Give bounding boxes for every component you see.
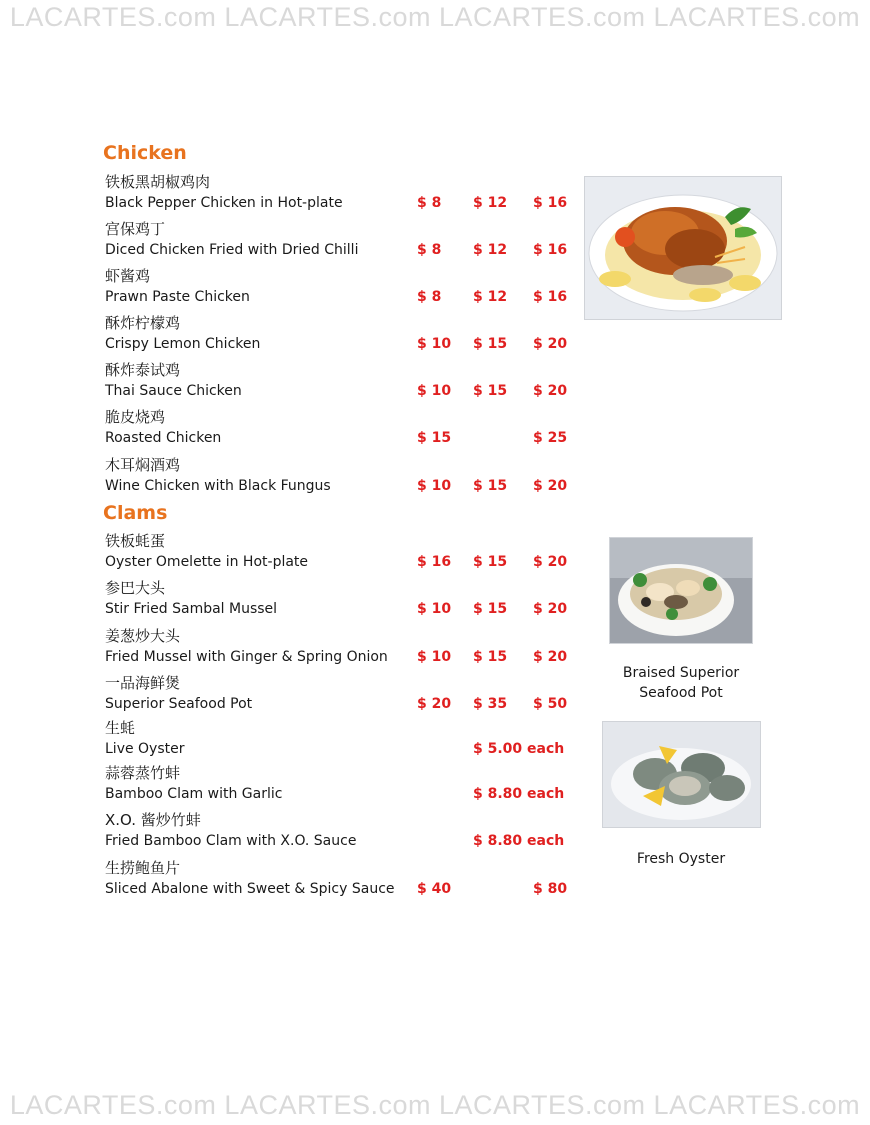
seafood-pot-caption: Braised Superior Seafood Pot bbox=[622, 665, 740, 701]
menu-item bbox=[0, 577, 600, 624]
item-chinese-name: 蒜蓉蒸竹蚌 bbox=[105, 764, 181, 782]
price-small: $ 20 bbox=[417, 696, 452, 712]
seafood-pot-photo bbox=[609, 537, 753, 644]
price-small: $ 8 bbox=[417, 242, 442, 258]
menu-item bbox=[0, 717, 600, 764]
price-small: $ 10 bbox=[417, 336, 452, 352]
price-medium: $ 15 bbox=[473, 649, 508, 665]
section-title-clams: Clams bbox=[103, 502, 168, 524]
item-english-name: Stir Fried Sambal Mussel bbox=[105, 601, 278, 617]
price-large: $ 50 bbox=[533, 696, 568, 712]
menu-item bbox=[0, 406, 600, 453]
price-large: $ 20 bbox=[533, 554, 568, 570]
chicken-dish-photo bbox=[584, 176, 782, 320]
price-small: $ 40 bbox=[417, 881, 452, 897]
menu-item bbox=[0, 672, 600, 719]
price-medium: $ 12 bbox=[473, 195, 508, 211]
watermark-bottom: LACARTES.com LACARTES.com LACARTES.com LACARTES.com bbox=[9, 1090, 861, 1120]
price-small: $ 16 bbox=[417, 554, 452, 570]
menu-item bbox=[0, 312, 600, 359]
price-large: $ 25 bbox=[533, 430, 568, 446]
item-chinese-name: 姜葱炒大头 bbox=[105, 627, 181, 645]
item-chinese-name: 参巴大头 bbox=[105, 579, 166, 597]
item-english-name: Roasted Chicken bbox=[105, 430, 222, 446]
item-chinese-name: 木耳焖酒鸡 bbox=[105, 456, 181, 474]
price-small: $ 8 bbox=[417, 195, 442, 211]
menu-item bbox=[0, 265, 600, 312]
menu-item bbox=[0, 171, 600, 218]
item-english-name: Crispy Lemon Chicken bbox=[105, 336, 261, 352]
price-small: $ 15 bbox=[417, 430, 452, 446]
item-chinese-name: 铁板黑胡椒鸡肉 bbox=[105, 173, 211, 191]
price-large: $ 20 bbox=[533, 601, 568, 617]
price-large: $ 20 bbox=[533, 478, 568, 494]
item-chinese-name: 生蚝 bbox=[105, 719, 136, 737]
item-chinese-name: 铁板蚝蛋 bbox=[105, 532, 166, 550]
item-english-name: Diced Chicken Fried with Dried Chilli bbox=[105, 242, 359, 258]
menu-item bbox=[0, 359, 600, 406]
price-medium: $ 35 bbox=[473, 696, 508, 712]
item-english-name: Oyster Omelette in Hot-plate bbox=[105, 554, 309, 570]
item-english-name: Superior Seafood Pot bbox=[105, 696, 253, 712]
price-medium: $ 12 bbox=[473, 242, 508, 258]
item-chinese-name: 生捞鲍鱼片 bbox=[105, 859, 181, 877]
price-medium: $ 15 bbox=[473, 336, 508, 352]
price-small: $ 8 bbox=[417, 289, 442, 305]
item-english-name: Fried Mussel with Ginger & Spring Onion bbox=[105, 649, 388, 665]
price-large: $ 16 bbox=[533, 242, 568, 258]
menu-item bbox=[0, 809, 600, 856]
oyster-photo bbox=[602, 721, 761, 828]
item-english-name: Black Pepper Chicken in Hot-plate bbox=[105, 195, 343, 211]
item-english-name: Thai Sauce Chicken bbox=[105, 383, 242, 399]
price-large: $ 80 bbox=[533, 881, 568, 897]
price-medium: $ 12 bbox=[473, 289, 508, 305]
price-small: $ 10 bbox=[417, 383, 452, 399]
price-medium: $ 15 bbox=[473, 601, 508, 617]
menu-item bbox=[0, 762, 600, 809]
item-english-name: Bamboo Clam with Garlic bbox=[105, 786, 283, 802]
price-large: $ 16 bbox=[533, 195, 568, 211]
menu-item bbox=[0, 454, 600, 501]
watermark-top: LACARTES.com LACARTES.com LACARTES.com LACARTES.com bbox=[9, 2, 861, 32]
item-chinese-name: 虾酱鸡 bbox=[105, 267, 151, 285]
item-english-name: Prawn Paste Chicken bbox=[105, 289, 250, 305]
menu-item bbox=[0, 530, 600, 577]
oyster-caption: Fresh Oyster bbox=[636, 851, 726, 867]
price-medium: $ 15 bbox=[473, 554, 508, 570]
item-english-name: Wine Chicken with Black Fungus bbox=[105, 478, 331, 494]
price-large: $ 20 bbox=[533, 649, 568, 665]
item-english-name: Fried Bamboo Clam with X.O. Sauce bbox=[105, 833, 357, 849]
price-large: $ 20 bbox=[533, 383, 568, 399]
price-large: $ 20 bbox=[533, 336, 568, 352]
price-small: $ 10 bbox=[417, 478, 452, 494]
price-medium: $ 15 bbox=[473, 478, 508, 494]
menu-item bbox=[0, 218, 600, 265]
item-chinese-name: 酥炸泰试鸡 bbox=[105, 361, 181, 379]
price-large: $ 16 bbox=[533, 289, 568, 305]
price-small: $ 10 bbox=[417, 601, 452, 617]
item-chinese-name: 酥炸柠檬鸡 bbox=[105, 314, 181, 332]
price-each: $ 5.00 each bbox=[473, 741, 565, 757]
item-chinese-name: 一品海鲜煲 bbox=[105, 674, 181, 692]
price-each: $ 8.80 each bbox=[473, 833, 565, 849]
section-title-chicken: Chicken bbox=[103, 142, 187, 164]
price-medium: $ 15 bbox=[473, 383, 508, 399]
item-chinese-name: 宫保鸡丁 bbox=[105, 220, 166, 238]
item-english-name: Sliced Abalone with Sweet & Spicy Sauce bbox=[105, 881, 395, 897]
menu-item bbox=[0, 857, 600, 904]
item-chinese-name: 脆皮烧鸡 bbox=[105, 408, 166, 426]
item-chinese-name: X.O. 酱炒竹蚌 bbox=[105, 811, 201, 829]
price-small: $ 10 bbox=[417, 649, 452, 665]
item-english-name: Live Oyster bbox=[105, 741, 185, 757]
menu-item bbox=[0, 625, 600, 672]
price-each: $ 8.80 each bbox=[473, 786, 565, 802]
